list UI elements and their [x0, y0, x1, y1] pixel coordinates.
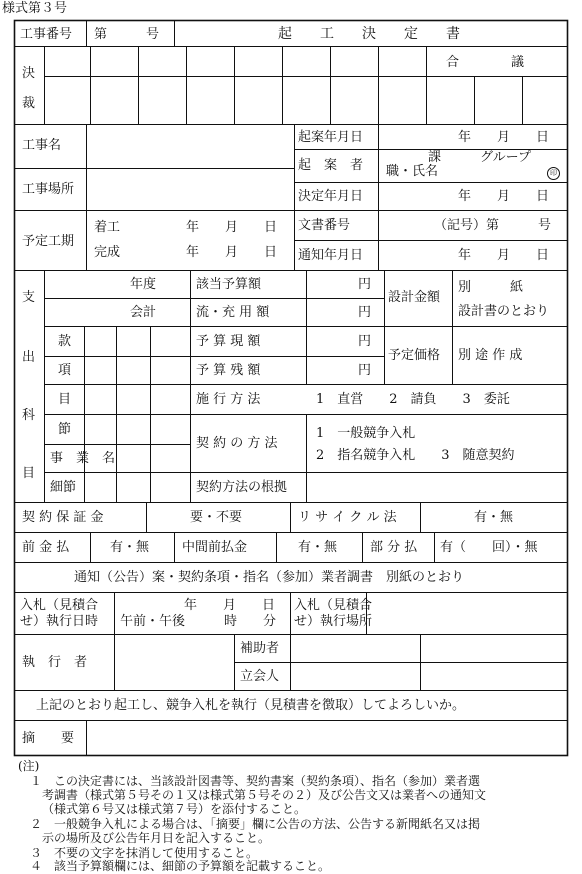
- gaitou-label: 該当予算額: [196, 277, 262, 292]
- ryuu-juu-label: 流・充 用 額: [196, 305, 270, 320]
- kian-date-label: 起案年月日: [298, 130, 364, 145]
- shishutsu-char-3: 科: [22, 408, 36, 423]
- form-id: 様式第３号: [2, 1, 68, 16]
- note-2a: ２ 一般競争入札による場合は、「摘要」欄に公告の方法、公告する新聞紙名又は掲: [30, 817, 481, 831]
- yosan-gen-en: 円: [358, 334, 372, 349]
- bubun-value[interactable]: 有（ 回）・無: [440, 540, 538, 555]
- nyusatsu-basho-label-2: せ）執行場所: [294, 614, 373, 629]
- bunsho-bangou-value[interactable]: （記号）第 号: [434, 218, 552, 233]
- saisetsu-label: 細節: [50, 480, 77, 495]
- tsuchi-row: 通知（公告）案・契約条項・指名（参加）業者調書 別紙のとおり: [74, 570, 465, 585]
- chakkou-date[interactable]: 年 月 日: [186, 220, 278, 235]
- shikkousha-label: 執 行 者: [22, 655, 88, 670]
- kiansha-label: 起 案 者: [298, 158, 364, 173]
- kouji-mei-label: 工事名: [22, 138, 62, 153]
- recycle-label: リ サ イ ク ル 法: [298, 510, 397, 525]
- nyusatsu-nichiji-label-2: せ）執行日時: [20, 614, 99, 629]
- jigyou-mei-label: 事 業 名: [50, 451, 116, 466]
- ryuu-juu-en: 円: [358, 305, 372, 320]
- sekkeisho-label: 設計書のとおり: [458, 304, 550, 319]
- yotei-kouki-label: 予定工期: [22, 234, 75, 249]
- gougi-label: 合 議: [446, 55, 525, 70]
- kansei-label: 完成: [94, 245, 121, 260]
- nyusatsu-basho-label-1: 入札（見積合: [294, 598, 373, 613]
- note-1c: （様式第６号又は様式第７号）を添付すること。: [42, 802, 307, 816]
- note-4: ４ 該当予算額欄には、細節の予算額を記載すること。: [30, 859, 331, 873]
- shoku-shimei-label: 職・氏名: [386, 164, 439, 179]
- koji-bangou-label: 工事番号: [20, 27, 73, 42]
- yosan-zan-en: 円: [358, 363, 372, 378]
- shishutsu-char-1: 支: [22, 290, 36, 305]
- keiyaku-houhou-label: 契 約 の 方 法: [196, 436, 278, 451]
- dai-gou-field[interactable]: 第 号: [94, 27, 160, 42]
- note-3: ３ 不要の文字を抹消して使用すること。: [30, 846, 259, 860]
- hojosha-label: 補助者: [240, 641, 280, 656]
- kian-date-value[interactable]: 年 月 日: [458, 130, 550, 145]
- sekkei-kingaku-label: 設計金額: [388, 290, 441, 305]
- kettei-date-label: 決定年月日: [298, 189, 364, 204]
- tachiainin-label: 立会人: [240, 669, 280, 684]
- keiyaku-opt1[interactable]: 1 一般競争入札: [316, 426, 416, 441]
- nendo-label: 年度: [130, 277, 157, 292]
- maekin-label: 前 金 払: [22, 540, 70, 555]
- keiyaku-opt2[interactable]: 2 指名競争入札 3 随意契約: [316, 448, 515, 463]
- kansei-date[interactable]: 年 月 日: [186, 245, 278, 260]
- ka-group-field[interactable]: 課 グループ: [428, 150, 531, 165]
- chuukan-value[interactable]: 有・無: [298, 540, 338, 555]
- tsuchi-date-value[interactable]: 年 月 日: [458, 248, 550, 263]
- kaikei-label: 会計: [130, 305, 157, 320]
- notes-head: (注): [18, 759, 40, 773]
- kessai-label-2: 裁: [22, 96, 36, 111]
- shishutsu-char-2: 出: [22, 350, 36, 365]
- yosan-zan-label: 予 算 残 額: [196, 363, 261, 378]
- kettei-date-value[interactable]: 年 月 日: [458, 189, 550, 204]
- shikou-houhou-label: 施 行 方 法: [196, 392, 261, 407]
- gaitou-en: 円: [358, 277, 372, 292]
- bunsho-bangou-label: 文書番号: [298, 218, 351, 233]
- yotei-kakaku-label: 予定価格: [388, 348, 441, 363]
- recycle-value[interactable]: 有・無: [474, 510, 514, 525]
- statement: 上記のとおり起工し、競争入札を執行（見積書を徴取）してよろしいか。: [36, 698, 466, 713]
- moku-label: 目: [58, 392, 72, 407]
- form-title: 起 工 決 定 書: [278, 26, 460, 42]
- chakkou-label: 着工: [94, 220, 121, 235]
- nyusatsu-date[interactable]: 年 月 日: [184, 598, 276, 613]
- yosan-gen-label: 予 算 現 額: [196, 334, 261, 349]
- note-2b: 示の場所及び公告年月日を記入すること。: [42, 831, 271, 845]
- tsuchi-date-label: 通知年月日: [298, 248, 364, 263]
- maekin-value[interactable]: 有・無: [110, 540, 150, 555]
- hoshoukin-label: 契 約 保 証 金: [22, 510, 104, 525]
- betsu-shi-label: 別 紙: [458, 280, 524, 295]
- konkyo-label: 契約方法の根拠: [196, 480, 288, 495]
- chuukan-label: 中間前払金: [182, 540, 248, 555]
- kan-label: 款: [58, 334, 72, 349]
- note-1a: １ この決定書には、当該設計図書等、契約書案（契約条項）、指名（参加）業者選: [30, 774, 481, 788]
- nyusatsu-time[interactable]: 午前・午後 時 分: [120, 614, 277, 629]
- seal-icon: 印: [547, 167, 560, 180]
- nyusatsu-nichiji-label-1: 入札（見積合: [20, 598, 99, 613]
- kouji-basho-label: 工事場所: [22, 182, 75, 197]
- betto-sakusei-label: 別 途 作 成: [458, 348, 523, 363]
- kou-label: 項: [58, 363, 72, 378]
- note-1b: 考調書（様式第５号その１又は様式第５号その２）及び公告文又は業者への通知文: [42, 788, 487, 802]
- setsu-label: 節: [58, 422, 72, 437]
- hoshoukin-value[interactable]: 要・不要: [190, 510, 243, 525]
- shishutsu-char-4: 目: [22, 466, 36, 481]
- bubun-label: 部 分 払: [370, 540, 418, 555]
- tekiyou-label: 摘 要: [22, 731, 75, 746]
- kessai-label-1: 決: [22, 66, 36, 81]
- shikou-options[interactable]: 1 直営 2 請負 3 委託: [316, 392, 510, 407]
